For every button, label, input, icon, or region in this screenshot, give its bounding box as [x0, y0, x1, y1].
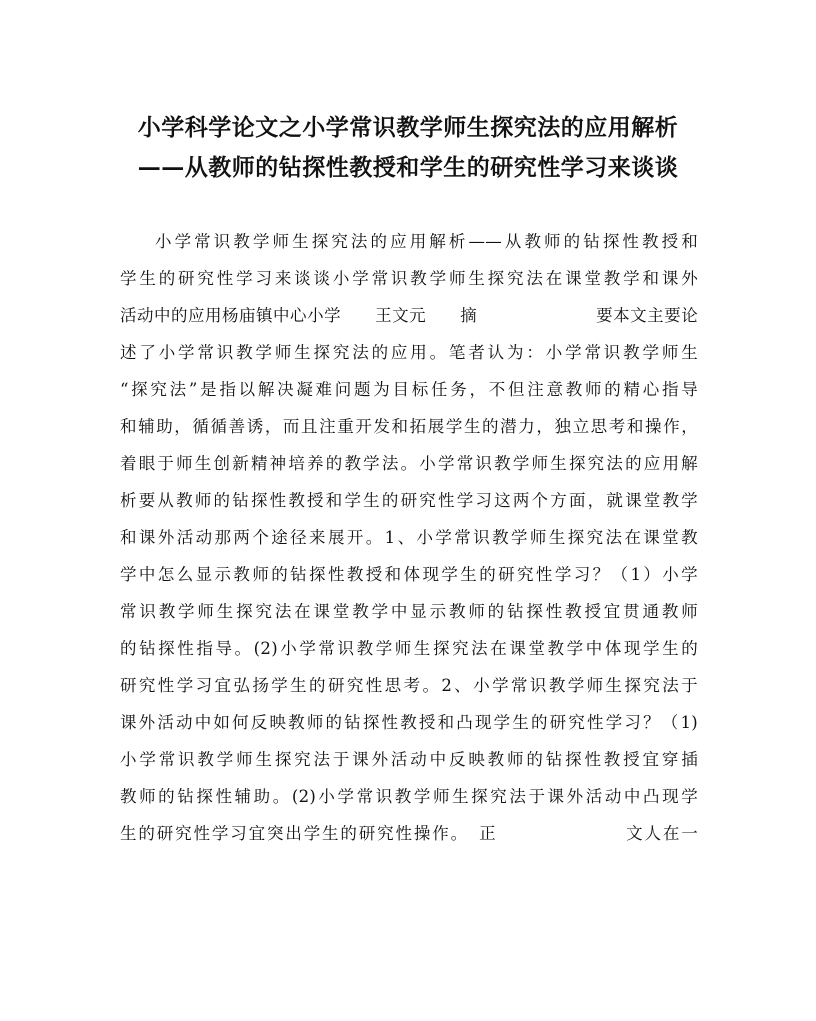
- body-line: 学生的研究性学习来谈谈小学常识教学师生探究法在课堂教学和课外: [120, 269, 698, 288]
- body-line: 教师的钻探性辅助。(2)小学常识教学师生探究法于课外活动中凸现学: [120, 787, 698, 806]
- body-line: 小学常识教学师生探究法的应用解析——从教师的钻探性教授和: [155, 232, 698, 251]
- body-line: 和辅助，循循善诱，而且注重开发和拓展学生的潜力，独立思考和操作，: [120, 417, 698, 436]
- body-line: 的钻探性指导。(2)小学常识教学师生探究法在课堂教学中体现学生的: [120, 639, 698, 658]
- document-title-line-2: ——从教师的钻探性教授和学生的研究性学习来谈谈: [137, 154, 679, 181]
- body-line: “探究法”是指以解决凝难问题为目标任务，不但注意教师的精心指导: [120, 380, 698, 399]
- body-line: 生的研究性学习宜突出学生的研究性操作。 正 文人在一: [120, 824, 698, 843]
- body-line: 常识教学师生探究法在课堂教学中显示教师的钻探性教授宜贯通教师: [120, 602, 698, 621]
- body-line: 学中怎么显示教师的钻探性教授和体现学生的研究性学习？（1）小学: [120, 565, 698, 584]
- document-title-line-1: 小学科学论文之小学常识教学师生探究法的应用解析: [137, 114, 679, 141]
- body-line: 活动中的应用杨庙镇中心小学 王文元 摘 要本文主要论: [120, 306, 698, 325]
- body-line: 课外活动中如何反映教师的钻探性教授和凸现学生的研究性学习？（1): [120, 713, 698, 732]
- body-line: 小学常识教学师生探究法于课外活动中反映教师的钻探性教授宜穿插: [120, 750, 698, 769]
- body-line: 述了小学常识教学师生探究法的应用。笔者认为：小学常识教学师生: [120, 343, 698, 362]
- body-line: 析要从教师的钻探性教授和学生的研究性学习这两个方面，就课堂教学: [120, 491, 698, 510]
- body-line: 着眼于师生创新精神培养的教学法。小学常识教学师生探究法的应用解: [120, 454, 698, 473]
- body-line: 和课外活动那两个途径来展开。1、小学常识教学师生探究法在课堂教: [120, 528, 698, 547]
- body-line: 研究性学习宜弘扬学生的研究性思考。2、小学常识教学师生探究法于: [120, 676, 698, 695]
